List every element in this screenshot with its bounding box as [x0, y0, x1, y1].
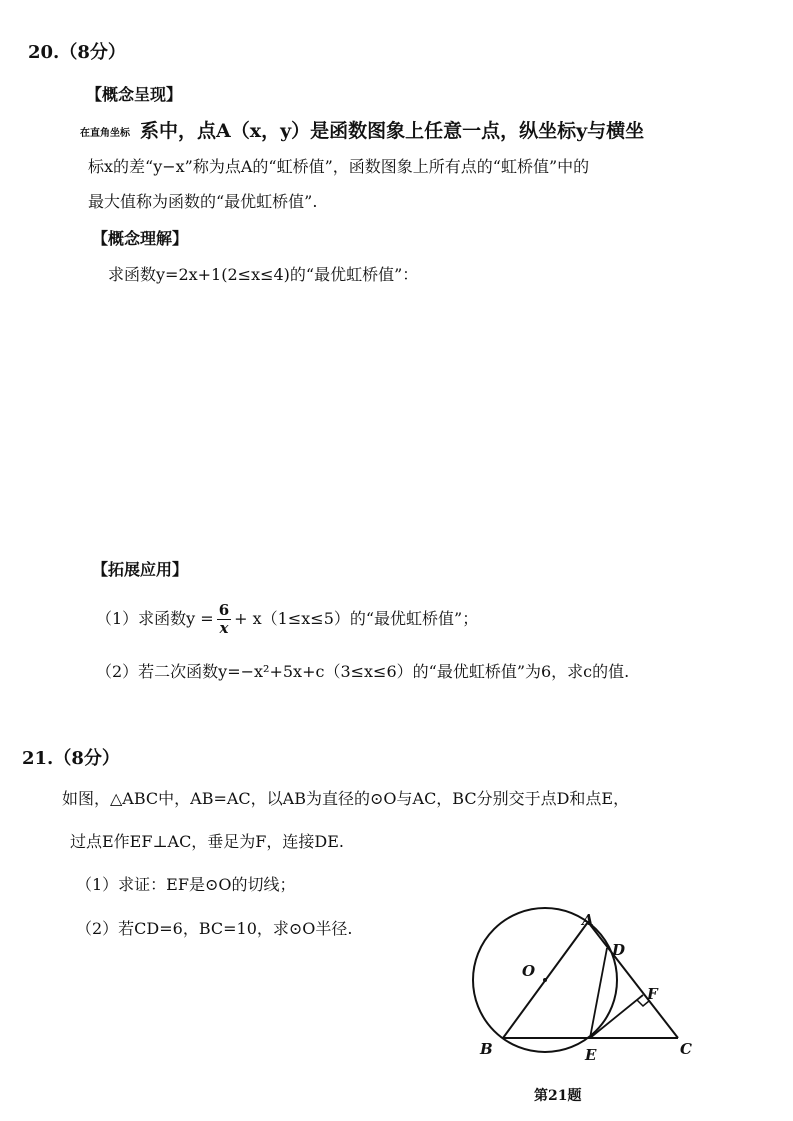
extend-part-2: （2）若二次函数y=−x²+5x+c（3≤x≤6）的“最优虹桥值”为6，求c的值.	[96, 662, 630, 681]
geometry-figure	[455, 900, 715, 1100]
figure-caption: 第21题	[534, 1088, 582, 1104]
label-d: D	[612, 941, 626, 959]
fraction-numerator: 6	[218, 601, 230, 619]
q21-line-1: 如图，△ABC中，AB=AC，以AB为直径的⊙O与AC，BC分别交于点D和点E，	[62, 789, 630, 808]
q21-part-2: （2）若CD=6，BC=10，求⊙O半径.	[76, 919, 353, 938]
concept-line-2: 标x的差“y−x”称为点A的“虹桥值”，函数图象上所有点的“虹桥值”中的	[88, 157, 590, 176]
extend-part-1-suffix: + x（1≤x≤5）的“最优虹桥值”；	[234, 609, 479, 628]
fraction-denominator: x	[219, 619, 229, 637]
concept-lead-small: 在直角坐标	[80, 128, 130, 139]
label-a: A	[582, 911, 594, 929]
q21-part-1: （1）求证：EF是⊙O的切线；	[76, 875, 296, 894]
center-point	[543, 978, 547, 982]
extend-part-1	[96, 602, 478, 637]
q21-line-2: 过点E作EF⊥AC，垂足为F，连接DE.	[70, 832, 345, 851]
segment-ef	[590, 995, 643, 1038]
question-20-number: 20.（8分）	[28, 42, 126, 63]
label-f: F	[647, 985, 658, 1003]
label-b: B	[480, 1040, 493, 1058]
extend-heading: 【拓展应用】	[92, 560, 189, 579]
extend-part-1-prefix: （1）求函数y =	[96, 609, 214, 628]
concept-understand-heading: 【概念理解】	[92, 229, 189, 248]
segment-de	[590, 948, 607, 1038]
concept-understand-task: 求函数y=2x+1(2≤x≤4)的“最优虹桥值”：	[108, 265, 419, 284]
concept-line-1: 系中，点A（x，y）是函数图象上任意一点，纵坐标y与横坐	[140, 120, 645, 142]
fraction-6-over-x	[217, 602, 231, 637]
label-c: C	[680, 1040, 692, 1058]
concept-present-heading: 【概念呈现】	[86, 85, 183, 104]
label-o: O	[522, 962, 536, 980]
question-21-number: 21.（8分）	[22, 748, 120, 769]
label-e: E	[585, 1046, 597, 1064]
concept-line-3: 最大值称为函数的“最优虹桥值”.	[88, 192, 318, 211]
